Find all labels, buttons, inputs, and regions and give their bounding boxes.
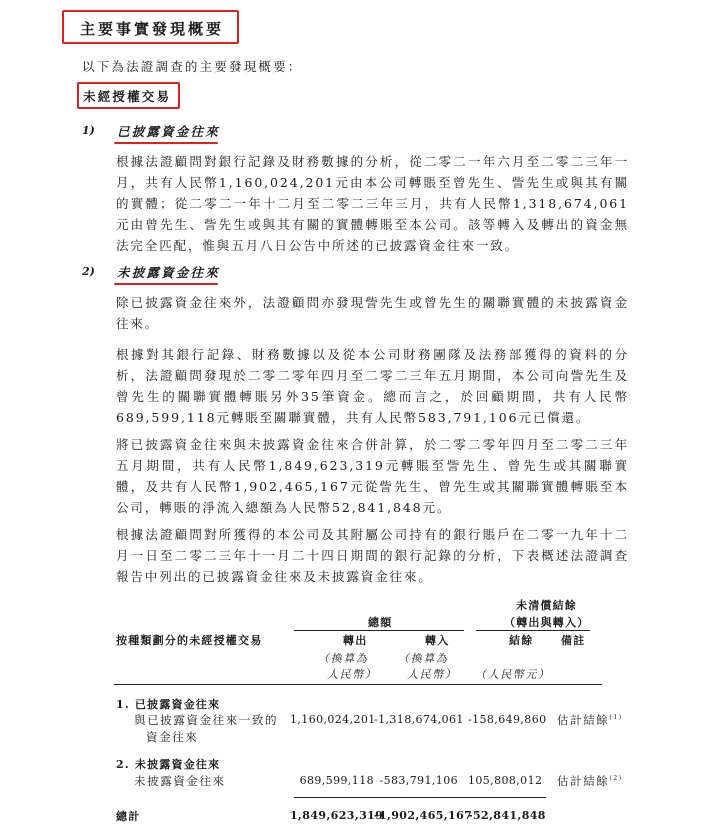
table-total-label: 總計 <box>116 810 141 823</box>
table-row-1-remark-text: 估計結餘 <box>557 713 610 727</box>
table-row-1-remark <box>557 712 623 728</box>
table-unit-in-2: 人民幣） <box>407 668 458 681</box>
table-row-1-out: 1,160,024,201 <box>290 713 376 726</box>
table-row-header: 按種類劃分的未經授權交易 <box>116 634 263 647</box>
section-2-paragraph-2: 根據對其銀行記錄、財務數據以及從本公司財務團隊及法務部獲得的資料的分析，法證顧問發現於二零二零年四月至二零二三年五月期間，本公司向訾先生及曾先生的關聯實體轉賬另外35筆資金。總而言之，於回顧期間，共有人民幣689,599,118元轉賬至關聯實體，共有人民幣583,791,106元已償還。 <box>116 347 629 425</box>
table-total-balance: -52,841,848 <box>468 809 546 822</box>
table-row-1-desc-2: 資金往來 <box>146 730 199 744</box>
section-1-number: 1) <box>82 124 95 137</box>
section-2-number: 2) <box>82 265 95 278</box>
table-row-2-title: 2. 未披露資金往來 <box>116 758 221 771</box>
section-subtitle: 未經授權交易 <box>83 89 172 104</box>
page-title: 主要事實發現概要 <box>80 20 225 38</box>
table-col-out: 轉出 <box>343 634 368 647</box>
table-row-1-desc-1: 與已披露資金往來一致的 <box>134 713 279 727</box>
table-col-remark: 備註 <box>561 634 586 647</box>
table-row-2-in: -583,791,106 <box>379 774 458 787</box>
table-total-in: -1,902,465,167 <box>374 809 473 822</box>
table-header-rule-outstanding <box>476 630 590 631</box>
table-row-1-title: 1. 已披露資金往來 <box>116 698 221 711</box>
section-2-paragraph-3: 將已披露資金往來與未披露資金往來合併計算，於二零二零年四月至二零二三年五月期間，共有人民幣1,849,623,319元轉賬至訾先生、曾先生或其關聯實體，及共有人民幣1,902,465,167元從訾先生、曾先生或其關聯實體轉賬至本公司，轉賬的淨流入總額為人民幣52,841,848元。 <box>116 437 629 515</box>
section-2-paragraph-4: 根據法證顧問對所獲得的本公司及其附屬公司持有的銀行賬戶在二零一九年十二月一日至二零二三年十一月二十四日期間的銀行記錄的分析，下表概述法證調查報告中列出的已披露資金往來及未披露資金往來。 <box>116 527 629 584</box>
table-unit-out-2: 人民幣） <box>327 668 378 681</box>
section-2-paragraph-1: 除已披露資金往來外，法證顧問亦發現訾先生或曾先生的關聯實體的未披露資金往來。 <box>116 295 629 331</box>
section-1-paragraph-1: 根據法證顧問對銀行記錄及財務數據的分析，從二零二一年六月至二零二三年一月，共有人民幣1,160,024,201元由本公司轉賬至曾先生、訾先生或與其有關的實體；從二零二一年十二月至二零二三年三月，共有人民幣1,318,674,061元由曾先生、訾先生或與其有關的實體轉賬至本公司。該等轉入及轉出的資金無法完全匹配，惟與五月八日公告中所述的已披露資金往來一致。 <box>116 154 629 253</box>
table-header-rule-total <box>294 630 464 631</box>
table-row-2-desc-1: 未披露資金往來 <box>134 774 226 788</box>
table-row-1-in: -1,318,674,061 <box>374 713 464 726</box>
table-unit-in-1: （換算為 <box>398 652 449 665</box>
table-col-in: 轉入 <box>425 634 450 647</box>
section-2-heading: 未披露資金往來 <box>117 265 220 280</box>
table-outstanding-header-2: （轉出與轉入） <box>504 616 590 629</box>
table-unit-balance: （人民幣元） <box>475 668 551 681</box>
table-outstanding-header-1: 未清償結餘 <box>516 599 577 612</box>
table-header-rule-bottom <box>114 684 602 685</box>
table-row-1-balance: -158,649,860 <box>468 713 547 726</box>
table-col-balance: 結餘 <box>509 634 534 647</box>
table-total-rule <box>294 797 546 798</box>
section-1-underline <box>114 142 218 144</box>
table-row-2-remark <box>557 773 623 789</box>
section-1-heading: 已披露資金往來 <box>117 124 220 139</box>
table-total-amount-header: 總額 <box>368 616 393 629</box>
table-row-2-balance: 105,808,012 <box>468 774 543 787</box>
table-row-2-out: 689,599,118 <box>299 774 374 787</box>
table-row-1-note: (1) <box>609 714 623 722</box>
table-row-2-note: (2) <box>609 775 623 783</box>
intro-text: 以下為法證調查的主要發現概要： <box>82 59 303 74</box>
section-2-underline <box>114 283 218 285</box>
table-total-out: 1,849,623,319 <box>290 809 384 822</box>
table-unit-out-1: （換算為 <box>318 652 369 665</box>
table-row-2-remark-text: 估計結餘 <box>557 774 610 788</box>
